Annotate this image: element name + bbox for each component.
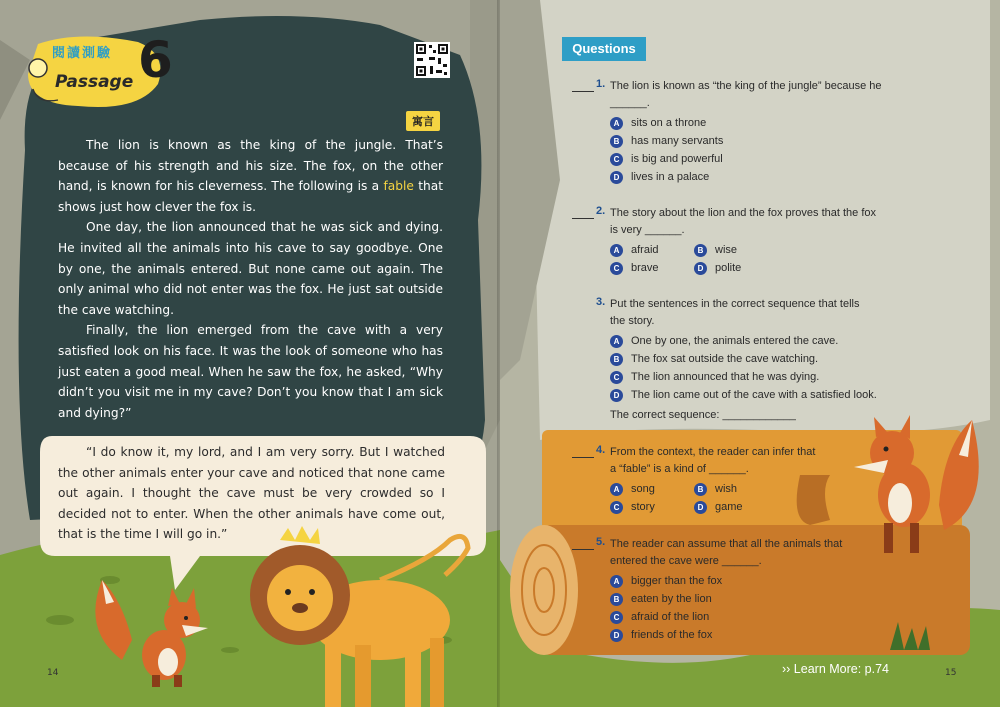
lightbulb-icon (29, 59, 47, 77)
question-text-line2: the story. (610, 315, 655, 327)
qr-code-icon[interactable] (414, 42, 450, 78)
option-b[interactable]: B has many servants (610, 134, 723, 148)
page-number-left: 14 (47, 668, 59, 678)
paragraph-1: The lion is known as the king of the jungle. That’s because of his strength and his size. The fox, on the other hand, is known for his cleverness. The following is a fable that shows just how clever the fox is. (58, 138, 444, 214)
learn-more-link[interactable]: ›› Learn More: p.74 (782, 662, 889, 676)
option-c: C The lion announced that he was dying. (610, 370, 819, 384)
question-text-line2: a “fable” is a kind of ______. (610, 463, 749, 475)
genre-tag: 寓言 (406, 111, 440, 131)
lion-illustration (230, 520, 480, 707)
option-c[interactable]: C afraid of the lion (610, 610, 709, 624)
option-a[interactable]: A sits on a throne (610, 116, 706, 130)
series-label: 閱讀測驗 (52, 46, 113, 61)
passage-word: Passage (55, 72, 134, 92)
question-4 (572, 444, 872, 519)
option-d[interactable]: D game (694, 500, 743, 514)
paragraph-3: Finally, the lion emerged from the cave with a very satisfied look on his face. It was the look of someone who has just eaten a good meal. When he saw the fox, he asked, “Why didn’t you visit me in my cave? Don’t you know that I am sick and dying?” (58, 323, 443, 420)
question-text-line2: is very ______. (610, 224, 685, 236)
option-c[interactable]: C is big and powerful (610, 152, 723, 166)
question-text-line2: entered the cave were ______. (610, 555, 762, 567)
option-b[interactable]: B wish (694, 482, 737, 496)
option-b: B The fox sat outside the cave watching. (610, 352, 818, 366)
passage-body (58, 135, 443, 423)
option-d[interactable]: D polite (694, 261, 741, 275)
question-text-line1: Put the sentences in the correct sequence that tells (610, 298, 860, 310)
question-1 (572, 78, 912, 188)
option-c[interactable]: C story (610, 500, 655, 514)
question-5 (572, 536, 892, 646)
bubble-text: “I do know it, my lord, and I am very sorry. But I watched the other animals enter your cave and noticed that none came out again. I thought the cave must be very crowded so I decided not to enter. When the other animals have come out, that is the time I will go in.” (58, 445, 445, 542)
option-a[interactable]: A song (610, 482, 655, 496)
question-text-line1: The reader can assume that all the animals that (610, 538, 843, 550)
question-number: 4. (596, 444, 606, 456)
question-3 (572, 296, 912, 426)
option-d[interactable]: D lives in a palace (610, 170, 709, 184)
question-number: 1. (596, 78, 606, 90)
option-a[interactable]: A afraid (610, 243, 659, 257)
highlighted-word: fable (383, 179, 414, 194)
option-b[interactable]: B eaten by the lion (610, 592, 712, 606)
option-c[interactable]: C brave (610, 261, 659, 275)
answer-blank[interactable] (572, 218, 594, 219)
paragraph-2: One day, the lion announced that he was sick and dying. He invited all the animals into his cave to say goodbye. One by one, the animals entered. But none came out again. The only animal who did not enter was the fox. He just sat outside the cave watching. (58, 220, 443, 317)
option-d[interactable]: D friends of the fox (610, 628, 712, 642)
question-number: 3. (596, 296, 606, 308)
answer-blank[interactable] (572, 549, 594, 550)
question-text-line1: From the context, the reader can infer that (610, 446, 816, 458)
answer-blank[interactable] (572, 457, 594, 458)
option-b[interactable]: B wise (694, 243, 737, 257)
option-a: A One by one, the animals entered the cave. (610, 334, 838, 348)
option-a[interactable]: A bigger than the fox (610, 574, 722, 588)
question-text-line1: The story about the lion and the fox proves that the fox (610, 207, 876, 219)
question-number: 5. (596, 536, 606, 548)
sequence-answer-field[interactable]: The correct sequence: ____________ (610, 409, 796, 421)
question-text-line1: The lion is known as “the king of the jungle” because he (610, 80, 882, 92)
option-d: D The lion came out of the cave with a satisfied look. (610, 388, 877, 402)
question-2 (572, 205, 912, 280)
questions-heading: Questions (562, 37, 646, 61)
fox-illustration (82, 570, 222, 690)
question-number: 2. (596, 205, 606, 217)
page-number-right: 15 (945, 668, 957, 678)
passage-number: 6 (138, 31, 173, 89)
question-text-line2: ______. (610, 97, 650, 109)
answer-blank[interactable] (572, 91, 594, 92)
